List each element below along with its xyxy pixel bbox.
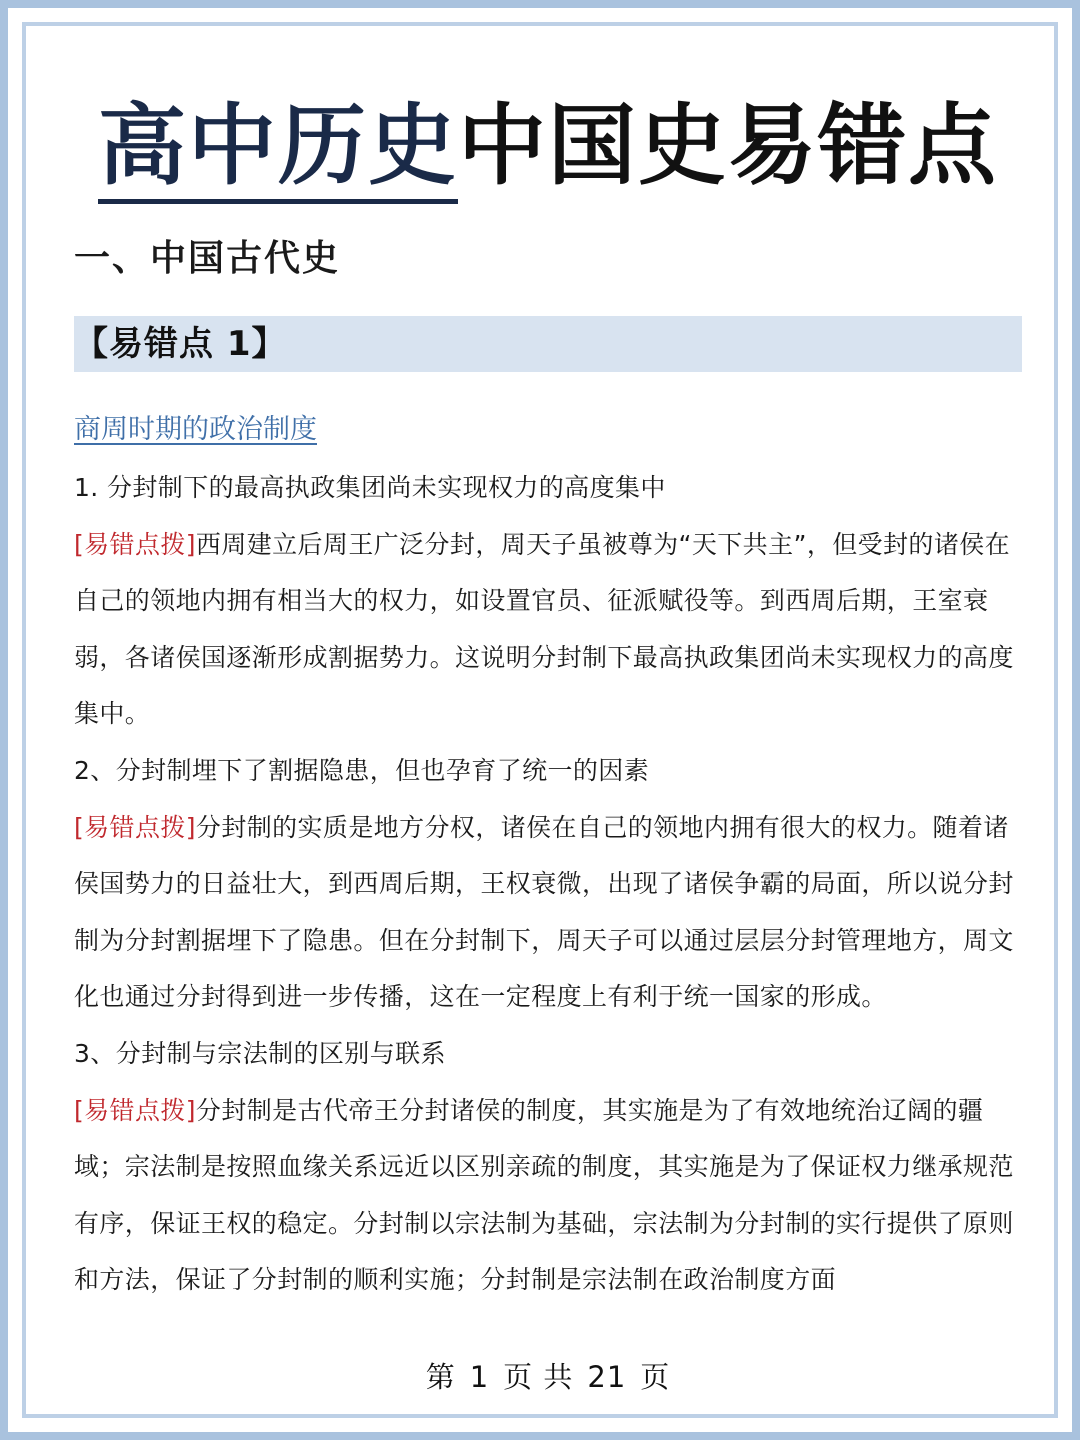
- tip-tag: [易错点拨]: [74, 529, 196, 559]
- point-label: 【易错点 1】: [74, 324, 287, 364]
- content-body: [74, 460, 1026, 1309]
- tip-text: 西周建立后周王广泛分封，周天子虽被尊为“天下共主”，但受封的诸侯在自己的领地内拥有相当大的权力，如设置官员、征派赋役等。到西周后期，王室衰弱，各诸侯国逐渐形成割据势力。这说明分封制下最高执政集团尚未实现权力的高度集中。: [74, 529, 1014, 729]
- section-heading: 一、中国古代史: [74, 238, 341, 279]
- tip-tag: [易错点拨]: [74, 1095, 196, 1125]
- tip-paragraph: [74, 517, 1026, 743]
- item-heading: 2、分封制埋下了割据隐患，但也孕育了统一的因素: [74, 755, 650, 785]
- tip-paragraph: [74, 800, 1026, 1026]
- tip-text: 分封制的实质是地方分权，诸侯在自己的领地内拥有很大的权力。随着诸侯国势力的日益壮大，到西周后期，王权衰微，出现了诸侯争霸的局面，所以说分封制为分封割据埋下了隐患。但在分封制下，周天子可以通过层层分封管理地方，周文化也通过分封得到进一步传播，这在一定程度上有利于统一国家的形成。: [74, 812, 1014, 1012]
- title-main: 中国史易错点: [458, 94, 999, 197]
- page-title: [8, 96, 1080, 196]
- footer-suffix: 页: [640, 1360, 671, 1394]
- tip-tag: [易错点拨]: [74, 812, 196, 842]
- footer-prefix: 第: [425, 1360, 456, 1394]
- item-heading: 3、分封制与宗法制的区别与联系: [74, 1038, 446, 1068]
- item-heading: 1. 分封制下的最高执政集团尚未实现权力的高度集中: [74, 473, 666, 502]
- title-accent: 高中历史: [98, 94, 458, 204]
- page-footer: [8, 1354, 1080, 1400]
- tip-text: 分封制是古代帝王分封诸侯的制度，其实施是为了有效地统治辽阔的疆域；宗法制是按照血缘关系远近以区别亲疏的制度，其实施是为了保证权力继承规范有序，保证王权的稳定。分封制以宗法制为基础，宗法制为分封制的实行提供了原则和方法，保证了分封制的顺利实施；分封制是宗法制在政治制度方面: [74, 1095, 1014, 1295]
- footer-current-page: 1: [469, 1360, 490, 1394]
- topic-heading: 商周时期的政治制度: [74, 414, 317, 445]
- footer-middle: 页 共: [503, 1360, 574, 1394]
- footer-total-pages: 21: [587, 1360, 627, 1394]
- tip-paragraph: [74, 1083, 1026, 1309]
